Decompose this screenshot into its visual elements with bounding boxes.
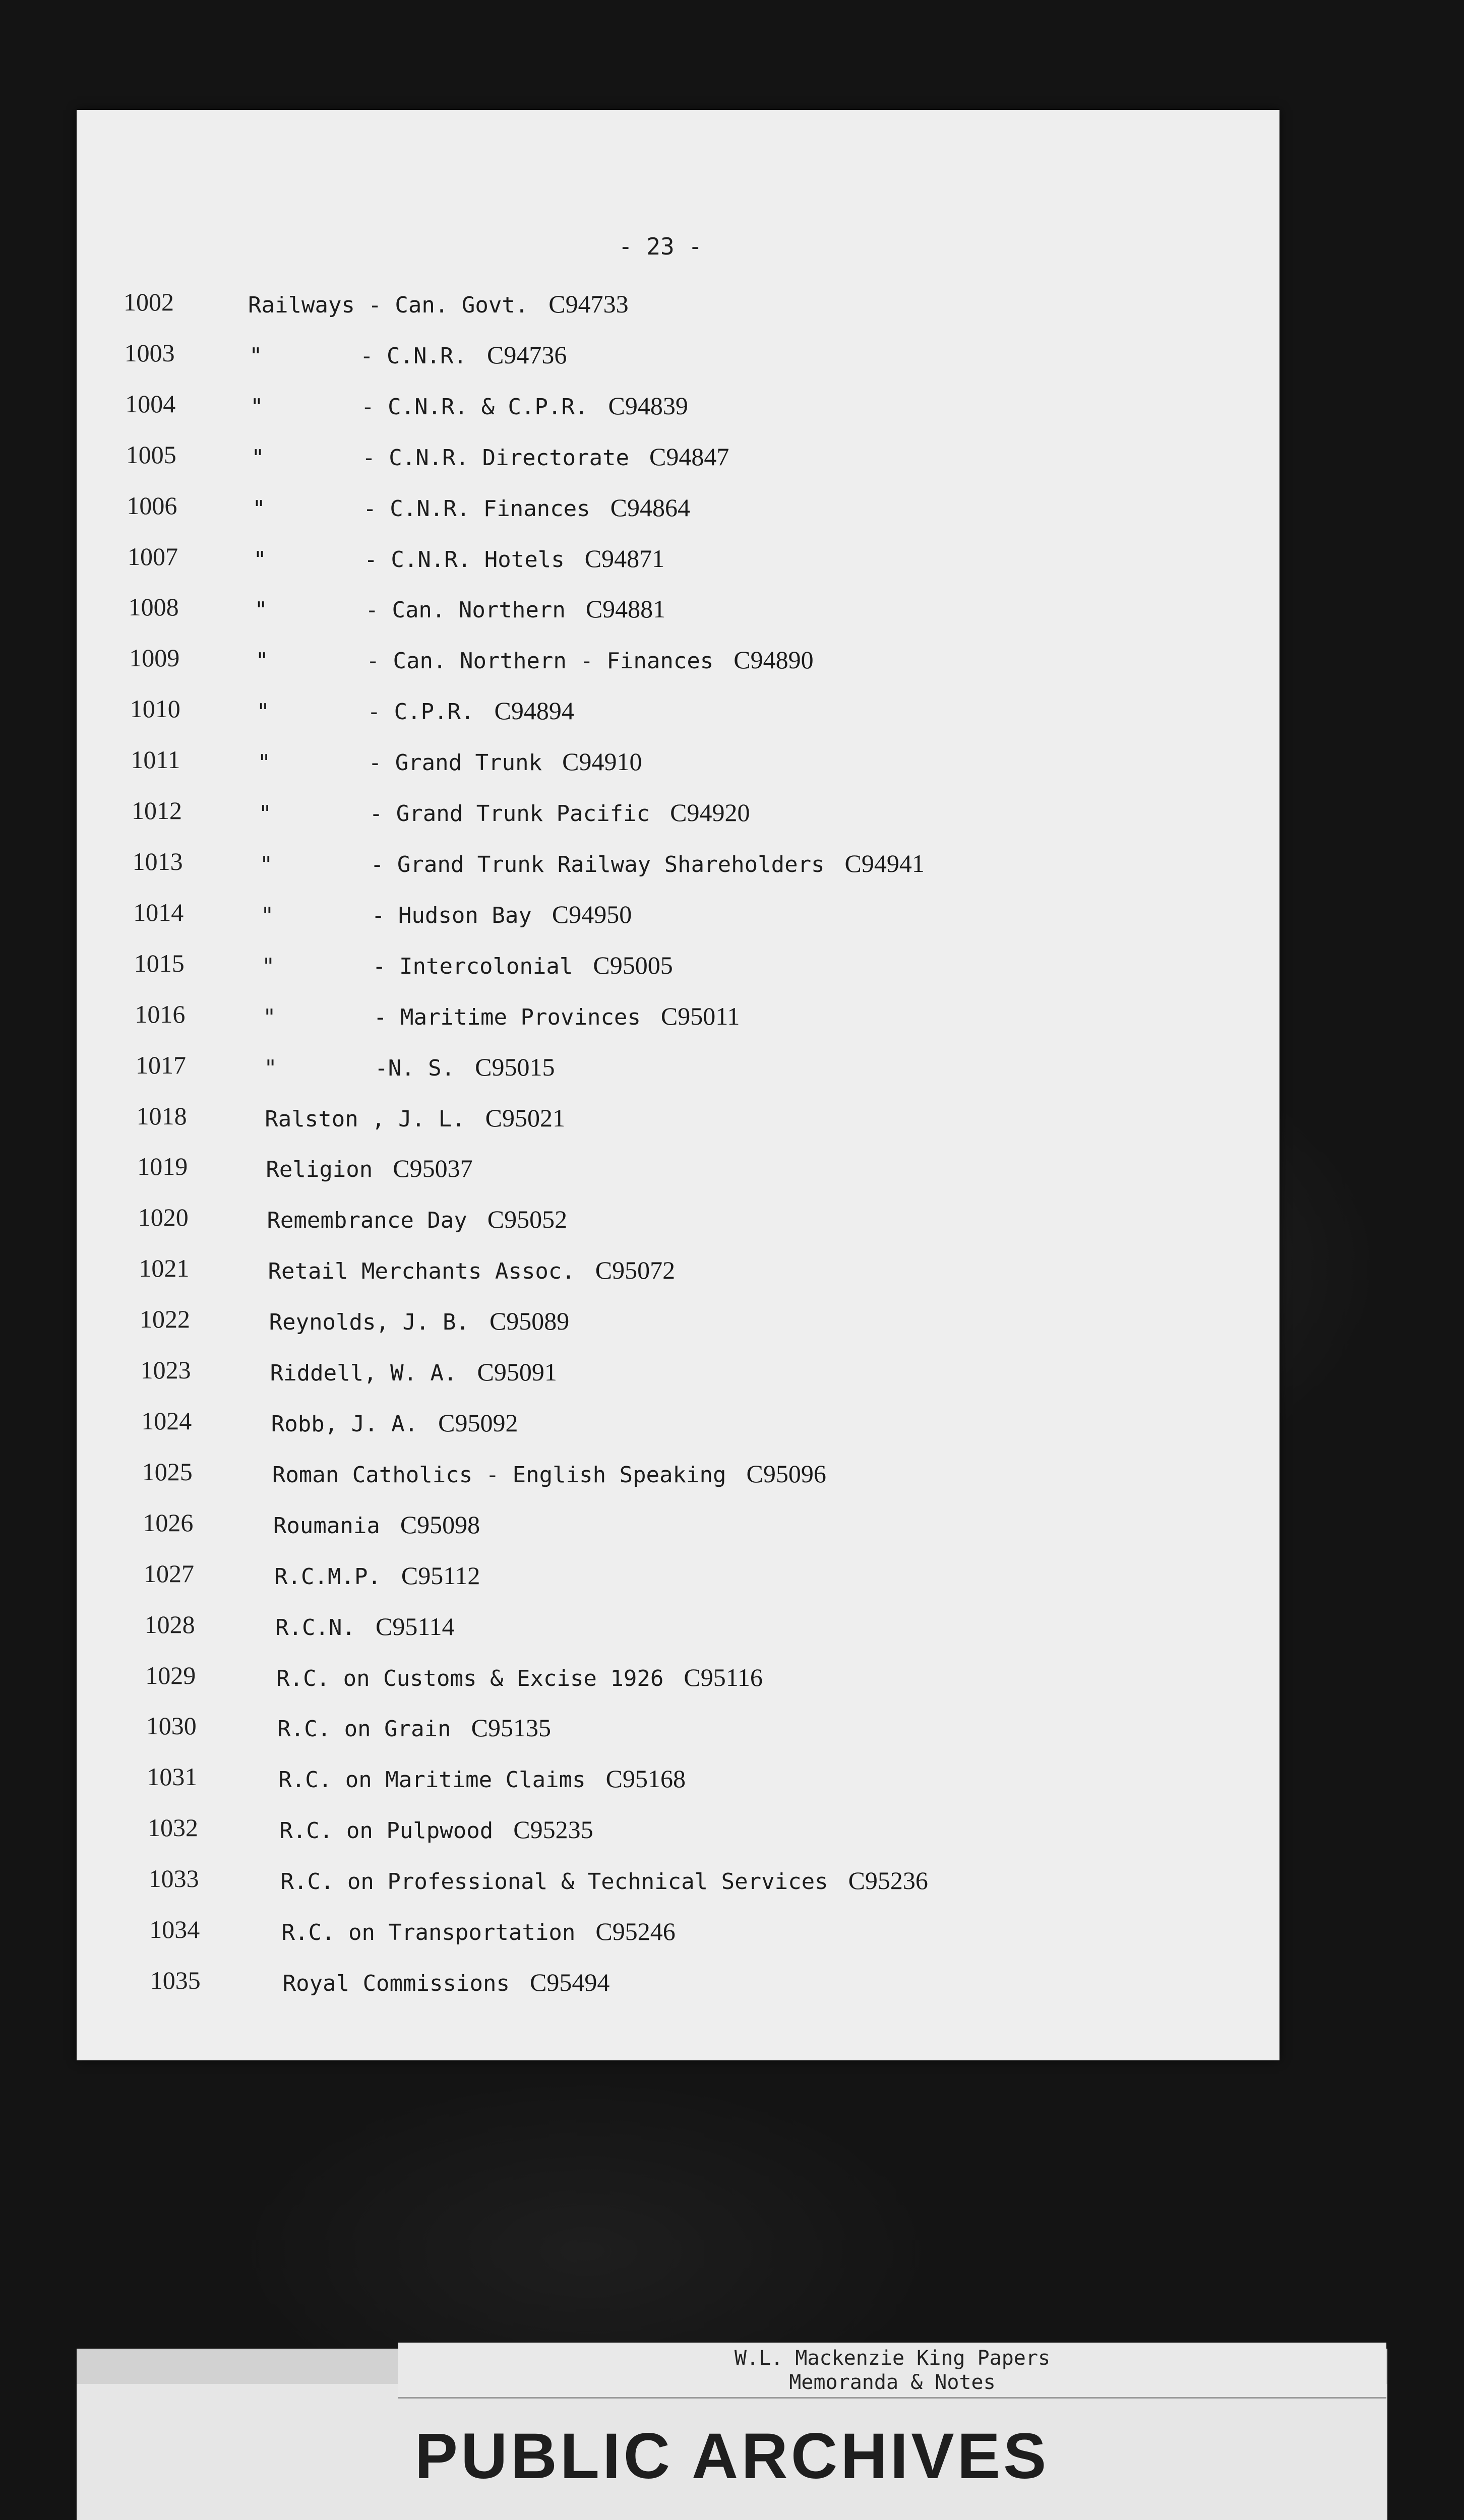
- ditto-mark: ": [257, 750, 271, 776]
- ditto-mark: ": [259, 852, 273, 877]
- ditto-mark: ": [249, 343, 263, 369]
- entry-reel-code: C95091: [477, 1358, 557, 1387]
- ditto-mark: ": [251, 445, 265, 471]
- entry-text: [273, 1510, 480, 1539]
- entry-reel-code: C95052: [487, 1205, 568, 1234]
- entry-subject: - Grand Trunk Railway Shareholders: [370, 852, 825, 877]
- entry-subject: - Maritime Provinces: [374, 1004, 641, 1030]
- entry-subject: Remembrance Day: [267, 1208, 467, 1234]
- entry-text: [278, 1764, 686, 1793]
- entry-text: [268, 1255, 676, 1285]
- entry-text: [263, 1001, 740, 1031]
- entry-number: 1008: [128, 593, 179, 621]
- entry-reel-code: C94920: [670, 798, 750, 827]
- ditto-mark: ": [258, 801, 272, 827]
- entry-text: [283, 1968, 610, 1997]
- entry-subject: R.C. on Professional & Technical Services: [280, 1869, 828, 1895]
- entry-reel-code: C95072: [595, 1256, 676, 1285]
- entry-text: [274, 1561, 480, 1590]
- entry-number: 1003: [124, 338, 175, 367]
- entry-subject: R.C. on Pulpwood: [279, 1818, 494, 1844]
- entry-reel-code: C95015: [475, 1052, 555, 1081]
- entry-number: 1005: [126, 440, 176, 469]
- entry-subject: - C.N.R. Directorate: [362, 445, 630, 471]
- entry-reel-code: C95168: [605, 1765, 686, 1793]
- ditto-mark: ": [252, 495, 266, 522]
- entry-reel-code: C95037: [393, 1154, 473, 1183]
- entry-number: 1013: [132, 847, 183, 875]
- entry-number: 1016: [135, 999, 186, 1028]
- entry-number: 1031: [147, 1762, 198, 1791]
- entry-text: [261, 900, 632, 929]
- collection-strip: [398, 2343, 1386, 2399]
- entry-text: [262, 951, 673, 980]
- entry-number: 1024: [141, 1407, 192, 1435]
- ditto-mark: ": [254, 597, 268, 623]
- entry-number: 1021: [139, 1254, 190, 1283]
- entry-reel-code: C95021: [485, 1103, 565, 1132]
- entry-text: [277, 1713, 551, 1742]
- entry-subject: - C.P.R.: [367, 699, 474, 725]
- ditto-mark: ": [260, 902, 274, 928]
- entry-subject: Ralston , J. L.: [265, 1106, 465, 1132]
- entry-subject: Retail Merchants Assoc.: [268, 1258, 575, 1285]
- entry-number: 1023: [140, 1356, 191, 1384]
- entry-subject: Riddell, W. A.: [270, 1360, 457, 1387]
- entry-reel-code: C95005: [593, 951, 673, 979]
- entry-text: [272, 1459, 826, 1488]
- entry-number: 1026: [143, 1508, 194, 1537]
- entry-subject: - C.N.R. & C.P.R.: [361, 394, 588, 420]
- entry-number: 1015: [134, 949, 185, 977]
- entry-number: 1025: [142, 1457, 193, 1486]
- entry-reel-code: C95092: [438, 1409, 518, 1437]
- entry-text: [258, 747, 642, 776]
- entry-reel-code: C94733: [548, 290, 629, 318]
- ditto-mark: ": [250, 394, 264, 420]
- entry-subject: - Grand Trunk: [368, 750, 542, 776]
- entry-subject: Roumania: [273, 1513, 380, 1539]
- entry-text: [279, 1815, 593, 1844]
- entry-reel-code: C95114: [376, 1612, 455, 1641]
- entry-text: [260, 849, 925, 878]
- entry-subject: R.C.N.: [275, 1614, 356, 1641]
- entry-text: [264, 1052, 555, 1082]
- entry-number: 1028: [144, 1610, 195, 1639]
- entry-number: 1010: [130, 695, 180, 723]
- entry-text: [276, 1663, 763, 1692]
- archives-english: PUBLIC ARCHIVES: [414, 2420, 1050, 2492]
- entry-subject: Railways - Can. Govt.: [248, 292, 529, 318]
- entry-reel-code: C95236: [848, 1866, 928, 1895]
- entry-reel-code: C94881: [585, 595, 666, 623]
- entry-text: [248, 289, 629, 319]
- entry-subject: Reynolds, J. B.: [269, 1309, 469, 1336]
- entry-reel-code: C95089: [489, 1307, 570, 1336]
- entry-reel-code: C94890: [734, 646, 814, 674]
- entry-subject: - C.N.R. Finances: [363, 495, 590, 522]
- entry-reel-code: C94736: [487, 340, 567, 369]
- ditto-mark: ": [264, 1055, 277, 1081]
- entry-number: 1032: [148, 1813, 198, 1842]
- entry-subject: Religion: [266, 1157, 373, 1183]
- entry-reel-code: C94950: [552, 900, 632, 928]
- collection-name: W.L. Mackenzie King Papers: [734, 2347, 1051, 2370]
- entry-reel-code: C94910: [562, 747, 642, 776]
- entry-text: [259, 798, 750, 827]
- entry-subject: R.C. on Transportation: [281, 1920, 576, 1946]
- entry-reel-code: C94864: [610, 493, 691, 522]
- entry-subject: - C.N.R. Hotels: [364, 546, 565, 573]
- entry-reel-code: C95112: [401, 1561, 480, 1590]
- entry-text: [254, 594, 665, 623]
- entry-subject: R.C. on Customs & Excise 1926: [276, 1665, 664, 1691]
- entry-text: [266, 1154, 472, 1183]
- ditto-mark: ": [263, 1004, 276, 1030]
- entry-subject: - C.N.R.: [360, 343, 467, 369]
- entry-subject: -N. S.: [375, 1055, 455, 1081]
- entry-number: 1012: [132, 796, 182, 825]
- collection-series: Memoranda & Notes: [789, 2371, 996, 2394]
- entry-text: [275, 1612, 454, 1641]
- entry-number: 1027: [144, 1559, 194, 1588]
- entry-subject: Royal Commissions: [282, 1971, 510, 1996]
- entry-reel-code: C95494: [529, 1968, 610, 1996]
- ditto-mark: ": [262, 953, 275, 979]
- entry-subject: - Can. Northern: [365, 597, 566, 623]
- entry-reel-code: C94894: [494, 697, 574, 725]
- page-number: - 23 -: [618, 233, 703, 260]
- entry-reel-code: C95098: [400, 1510, 480, 1539]
- entry-text: [249, 340, 567, 369]
- entry-number: 1011: [131, 745, 180, 774]
- entry-text: [252, 493, 690, 522]
- ditto-mark: ": [253, 546, 267, 573]
- entry-number: 1007: [128, 542, 178, 571]
- entry-number: 1035: [150, 1966, 201, 1994]
- entry-text: [265, 1103, 565, 1132]
- entry-number: 1009: [129, 644, 180, 672]
- entry-text: [280, 1866, 928, 1895]
- entry-number: 1029: [145, 1661, 196, 1689]
- ditto-mark: ": [256, 699, 270, 725]
- entry-subject: - Grand Trunk Pacific: [369, 801, 650, 827]
- entry-reel-code: C94839: [608, 391, 688, 420]
- entry-subject: - Hudson Bay: [371, 902, 532, 928]
- entry-number: 1033: [148, 1864, 199, 1893]
- entry-number: 1004: [125, 389, 176, 418]
- entry-number: 1030: [146, 1712, 197, 1740]
- entry-text: [256, 645, 814, 674]
- entry-number: 1020: [138, 1203, 189, 1232]
- entry-text: [257, 696, 574, 725]
- entry-number: 1014: [133, 898, 184, 926]
- entry-subject: Robb, J. A.: [271, 1411, 418, 1437]
- entry-text: [251, 442, 729, 471]
- entry-text: [282, 1917, 676, 1946]
- entry-reel-code: C95135: [471, 1714, 551, 1742]
- entry-text: [253, 544, 664, 573]
- entry-number: 1002: [124, 288, 174, 316]
- entry-text: [267, 1205, 567, 1234]
- entry-number: 1022: [140, 1305, 190, 1334]
- entry-number: 1019: [137, 1152, 188, 1181]
- ditto-mark: ": [255, 648, 269, 674]
- entry-reel-code: C95011: [660, 1001, 740, 1030]
- entry-subject: - Can. Northern - Finances: [366, 648, 714, 674]
- entry-number: 1017: [136, 1050, 186, 1079]
- entry-text: [269, 1306, 570, 1336]
- entry-reel-code: C94941: [844, 849, 925, 877]
- entry-number: 1006: [127, 491, 177, 520]
- entry-text: [250, 391, 688, 420]
- entry-number: 1018: [136, 1101, 187, 1130]
- entry-text: [270, 1357, 557, 1387]
- entry-subject: - Intercolonial: [373, 953, 573, 979]
- entry-reel-code: C95235: [513, 1815, 593, 1844]
- entry-subject: R.C. on Maritime Claims: [278, 1767, 586, 1793]
- entry-text: [271, 1408, 518, 1437]
- entry-reel-code: C95096: [746, 1459, 826, 1488]
- entry-number: 1034: [149, 1915, 200, 1944]
- entry-subject: R.C. on Grain: [277, 1716, 451, 1742]
- entry-reel-code: C94847: [649, 442, 729, 471]
- entry-reel-code: C95246: [595, 1917, 676, 1946]
- entry-reel-code: C95116: [684, 1663, 763, 1691]
- entry-subject: R.C.M.P.: [274, 1563, 381, 1590]
- entry-subject: Roman Catholics - English Speaking: [272, 1462, 726, 1488]
- entry-reel-code: C94871: [584, 544, 665, 573]
